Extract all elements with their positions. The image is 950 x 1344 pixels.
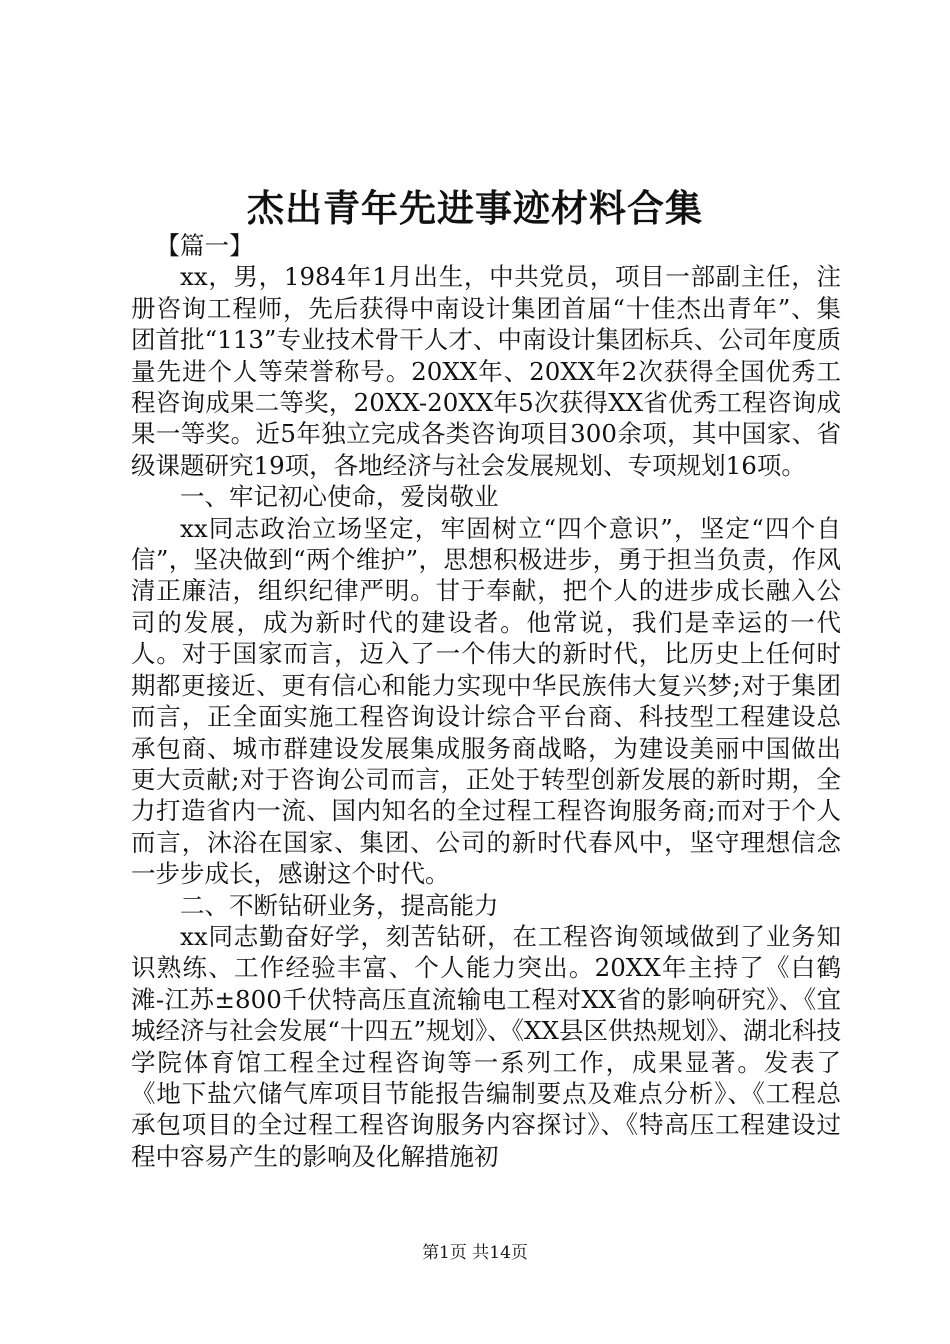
document-body	[131, 230, 841, 1172]
paragraph-section-1: xx同志政治立场坚定，牢固树立“四个意识”，坚定“四个自信”，坚决做到“两个维护”，思想积极进步，勇于担当负责，作风清正廉洁，组织纪律严明。甘于奉献，把个人的进步成长融入公司的发展，成为新时代的建设者。他常说，我们是幸运的一代人。对于国家而言，迈入了一个伟大的新时代，比历史上任何时期都更接近、更有信心和能力实现中华民族伟大复兴梦;对于集团而言，正全面实施工程咨询设计综合平台商、科技型工程建设总承包商、城市群建设发展集成服务商战略，为建设美丽中国做出更大贡献;对于咨询公司而言，正处于转型创新发展的新时期，全力打造省内一流、国内知名的全过程工程咨询服务商;而对于个人而言，沐浴在国家、集团、公司的新时代春风中，坚守理想信念一步步成长，感谢这个时代。	[131, 513, 841, 889]
paragraph-intro: xx，男，1984年1月出生，中共党员，项目一部副主任，注册咨询工程师，先后获得中南设计集团首届“十佳杰出青年”、集团首批“113”专业技术骨干人才、中南设计集团标兵、公司年度质量先进个人等荣誉称号。20XX年、20XX年2次获得全国优秀工程咨询成果二等奖，20XX-20XX年5次获得XX省优秀工程咨询成果一等奖。近5年独立完成各类咨询项目300余项，其中国家、省级课题研究19项，各地经济与社会发展规划、专项规划16项。	[131, 262, 841, 480]
section-heading-1: 一、牢记初心使命，爱岗敬业	[180, 482, 499, 512]
section-heading-2: 二、不断钻研业务，提高能力	[180, 890, 499, 920]
document-title: 杰出青年先进事迹材料合集	[247, 186, 703, 230]
page-footer: 第1页 共14页	[422, 1243, 528, 1263]
paragraph-section-2: xx同志勤奋好学，刻苦钻研，在工程咨询领域做到了业务知识熟练、工作经验丰富、个人能力突出。20XX年主持了《白鹤滩-江苏±800千伏特高压直流输电工程对XX省的影响研究》、《宜城经济与社会发展“十四五”规划》、《XX县区供热规划》、湖北科技学院体育馆工程全过程咨询等一系列工作，成果显著。发表了《地下盐穴储气库项目节能报告编制要点及难点分析》、《工程总承包项目的全过程工程咨询服务内容探讨》、《特高压工程建设过程中容易产生的影响及化解措施初	[131, 921, 841, 1171]
section-mark: 【篇一】	[155, 231, 254, 260]
